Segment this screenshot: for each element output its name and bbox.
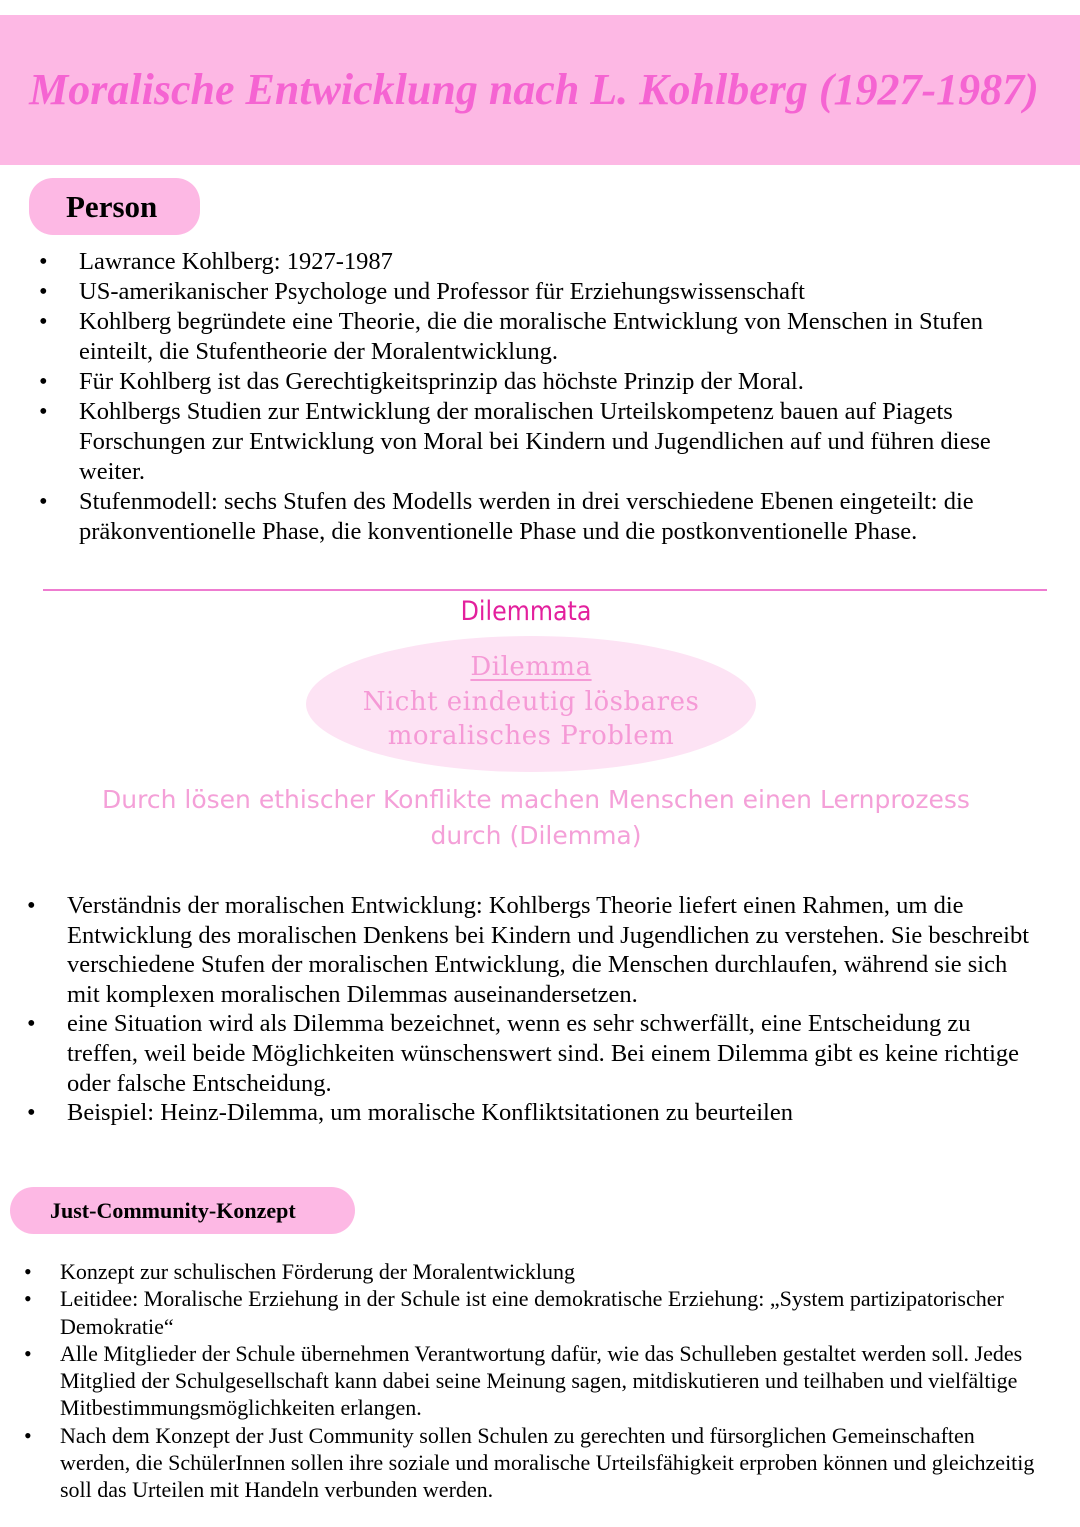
list-item-text: Verständnis der moralischen Entwicklung: Kohlbergs Theorie liefert einen Rahmen, um die Entwicklung des moralischen Denkens bei Kindern und Jugendlichen zu verstehen. Sie beschreibt verschiedene Stufen der moralischen Entwicklung, die Menschen durchlaufen, während sie sich mit komplexen moralischen Dilemmas auseinandersetzen. (67, 892, 1030, 1008)
list-item (39, 367, 1039, 397)
bullet-icon: • (39, 368, 48, 395)
list-item (39, 307, 1039, 367)
bullet-icon: • (27, 892, 36, 919)
bullet-icon: • (39, 308, 48, 335)
list-item-text: US-amerikanischer Psychologe und Professor für Erziehungswissenschaft (79, 278, 805, 305)
list-item-text: Alle Mitglieder der Schule übernehmen Verantwortung dafür, wie das Schulleben gestaltet werden soll. Jedes Mitglied der Schulgesellschaft kann dabei seine Meinung sagen, mitdiskutieren und teilhaben und vielfältige Mitbestimmungsmöglichkeiten erlangen. (60, 1340, 1023, 1421)
bullet-icon: • (39, 278, 48, 305)
person-heading: Person (29, 178, 200, 235)
list-item (24, 1422, 1050, 1504)
bullet-icon: • (24, 1340, 32, 1366)
list-item (24, 1258, 1050, 1285)
list-item (39, 247, 1039, 277)
just-community-list (24, 1258, 1050, 1504)
bullet-icon: • (39, 398, 48, 425)
list-item (27, 1009, 1037, 1098)
list-item (27, 891, 1037, 1009)
list-item-text: Kohlberg begründete eine Theorie, die die moralische Entwicklung von Menschen in Stufen einteilt, die Stufentheorie der Moralentwicklung. (79, 308, 983, 365)
bullet-icon: • (39, 248, 48, 275)
list-item-text: Lawrance Kohlberg: 1927-1987 (79, 248, 393, 275)
list-item-text: eine Situation wird als Dilemma bezeichnet, wenn es sehr schwerfällt, eine Entscheidung zu treffen, weil beide Möglichkeiten wünschenswert sind. Bei einem Dilemma gibt es keine richtige oder falsche Entscheidung. (67, 1010, 1020, 1097)
list-item (39, 397, 1039, 487)
list-item (24, 1285, 1050, 1340)
bullet-icon: • (24, 1259, 32, 1284)
dilemma-list (27, 891, 1037, 1128)
list-item (39, 487, 1039, 547)
just-community-heading: Just-Community-Konzept (10, 1187, 355, 1234)
bubble-definition-line2: moralisches Problem (387, 721, 675, 751)
list-item (27, 1098, 1037, 1128)
section-divider (43, 589, 1047, 591)
bullet-icon: • (24, 1422, 32, 1448)
dilemma-note-line2: durch (Dilemma) (430, 821, 642, 850)
page-title: Moralische Entwicklung nach L. Kohlberg (1927-1987) (29, 65, 1039, 114)
bullet-icon: • (39, 488, 48, 515)
list-item (39, 277, 1039, 307)
dilemma-note-line1: Durch lösen ethischer Konflikte machen Menschen einen Lernprozess (102, 785, 970, 814)
list-item-text: Für Kohlberg ist das Gerechtigkeitsprinzip das höchste Prinzip der Moral. (79, 368, 804, 395)
list-item-text: Konzept zur schulischen Förderung der Moralentwicklung (60, 1259, 576, 1284)
bullet-icon: • (27, 1010, 36, 1038)
list-item-text: Nach dem Konzept der Just Community sollen Schulen zu gerechten und fürsorglichen Gemeinschaften werden, die SchülerInnen sollen ihre soziale und moralische Urteilsfähigkeit erproben können und gleichzeitig soll das Urteilen mit Handeln verbunden werden. (60, 1422, 1035, 1503)
bullet-icon: • (24, 1286, 32, 1312)
list-item-text: Leitidee: Moralische Erziehung in der Schule ist eine demokratische Erziehung: „System partizipatorischer Demokratie“ (60, 1286, 1004, 1339)
bubble-definition-line1: Nicht eindeutig lösbares (362, 687, 700, 717)
list-item-text: Stufenmodell: sechs Stufen des Modells werden in drei verschiedene Ebenen eingeteilt: die präkonventionelle Phase, die konventionelle Phase und die postkonventionelle Phase. (79, 488, 974, 545)
person-list (39, 247, 1039, 547)
list-item-text: Kohlbergs Studien zur Entwicklung der moralischen Urteilskompetenz bauen auf Piagets Forschungen zur Entwicklung von Moral bei Kindern und Jugendlichen auf und führen diese weiter. (79, 398, 991, 485)
bullet-icon: • (27, 1099, 36, 1127)
dilemmata-heading: Dilemmata (460, 596, 592, 627)
list-item (24, 1340, 1050, 1422)
bubble-term-text: Dilemma (470, 652, 592, 682)
list-item-text: Beispiel: Heinz-Dilemma, um moralische Konfliktsitationen zu beurteilen (67, 1099, 793, 1127)
bubble-term (306, 650, 756, 684)
